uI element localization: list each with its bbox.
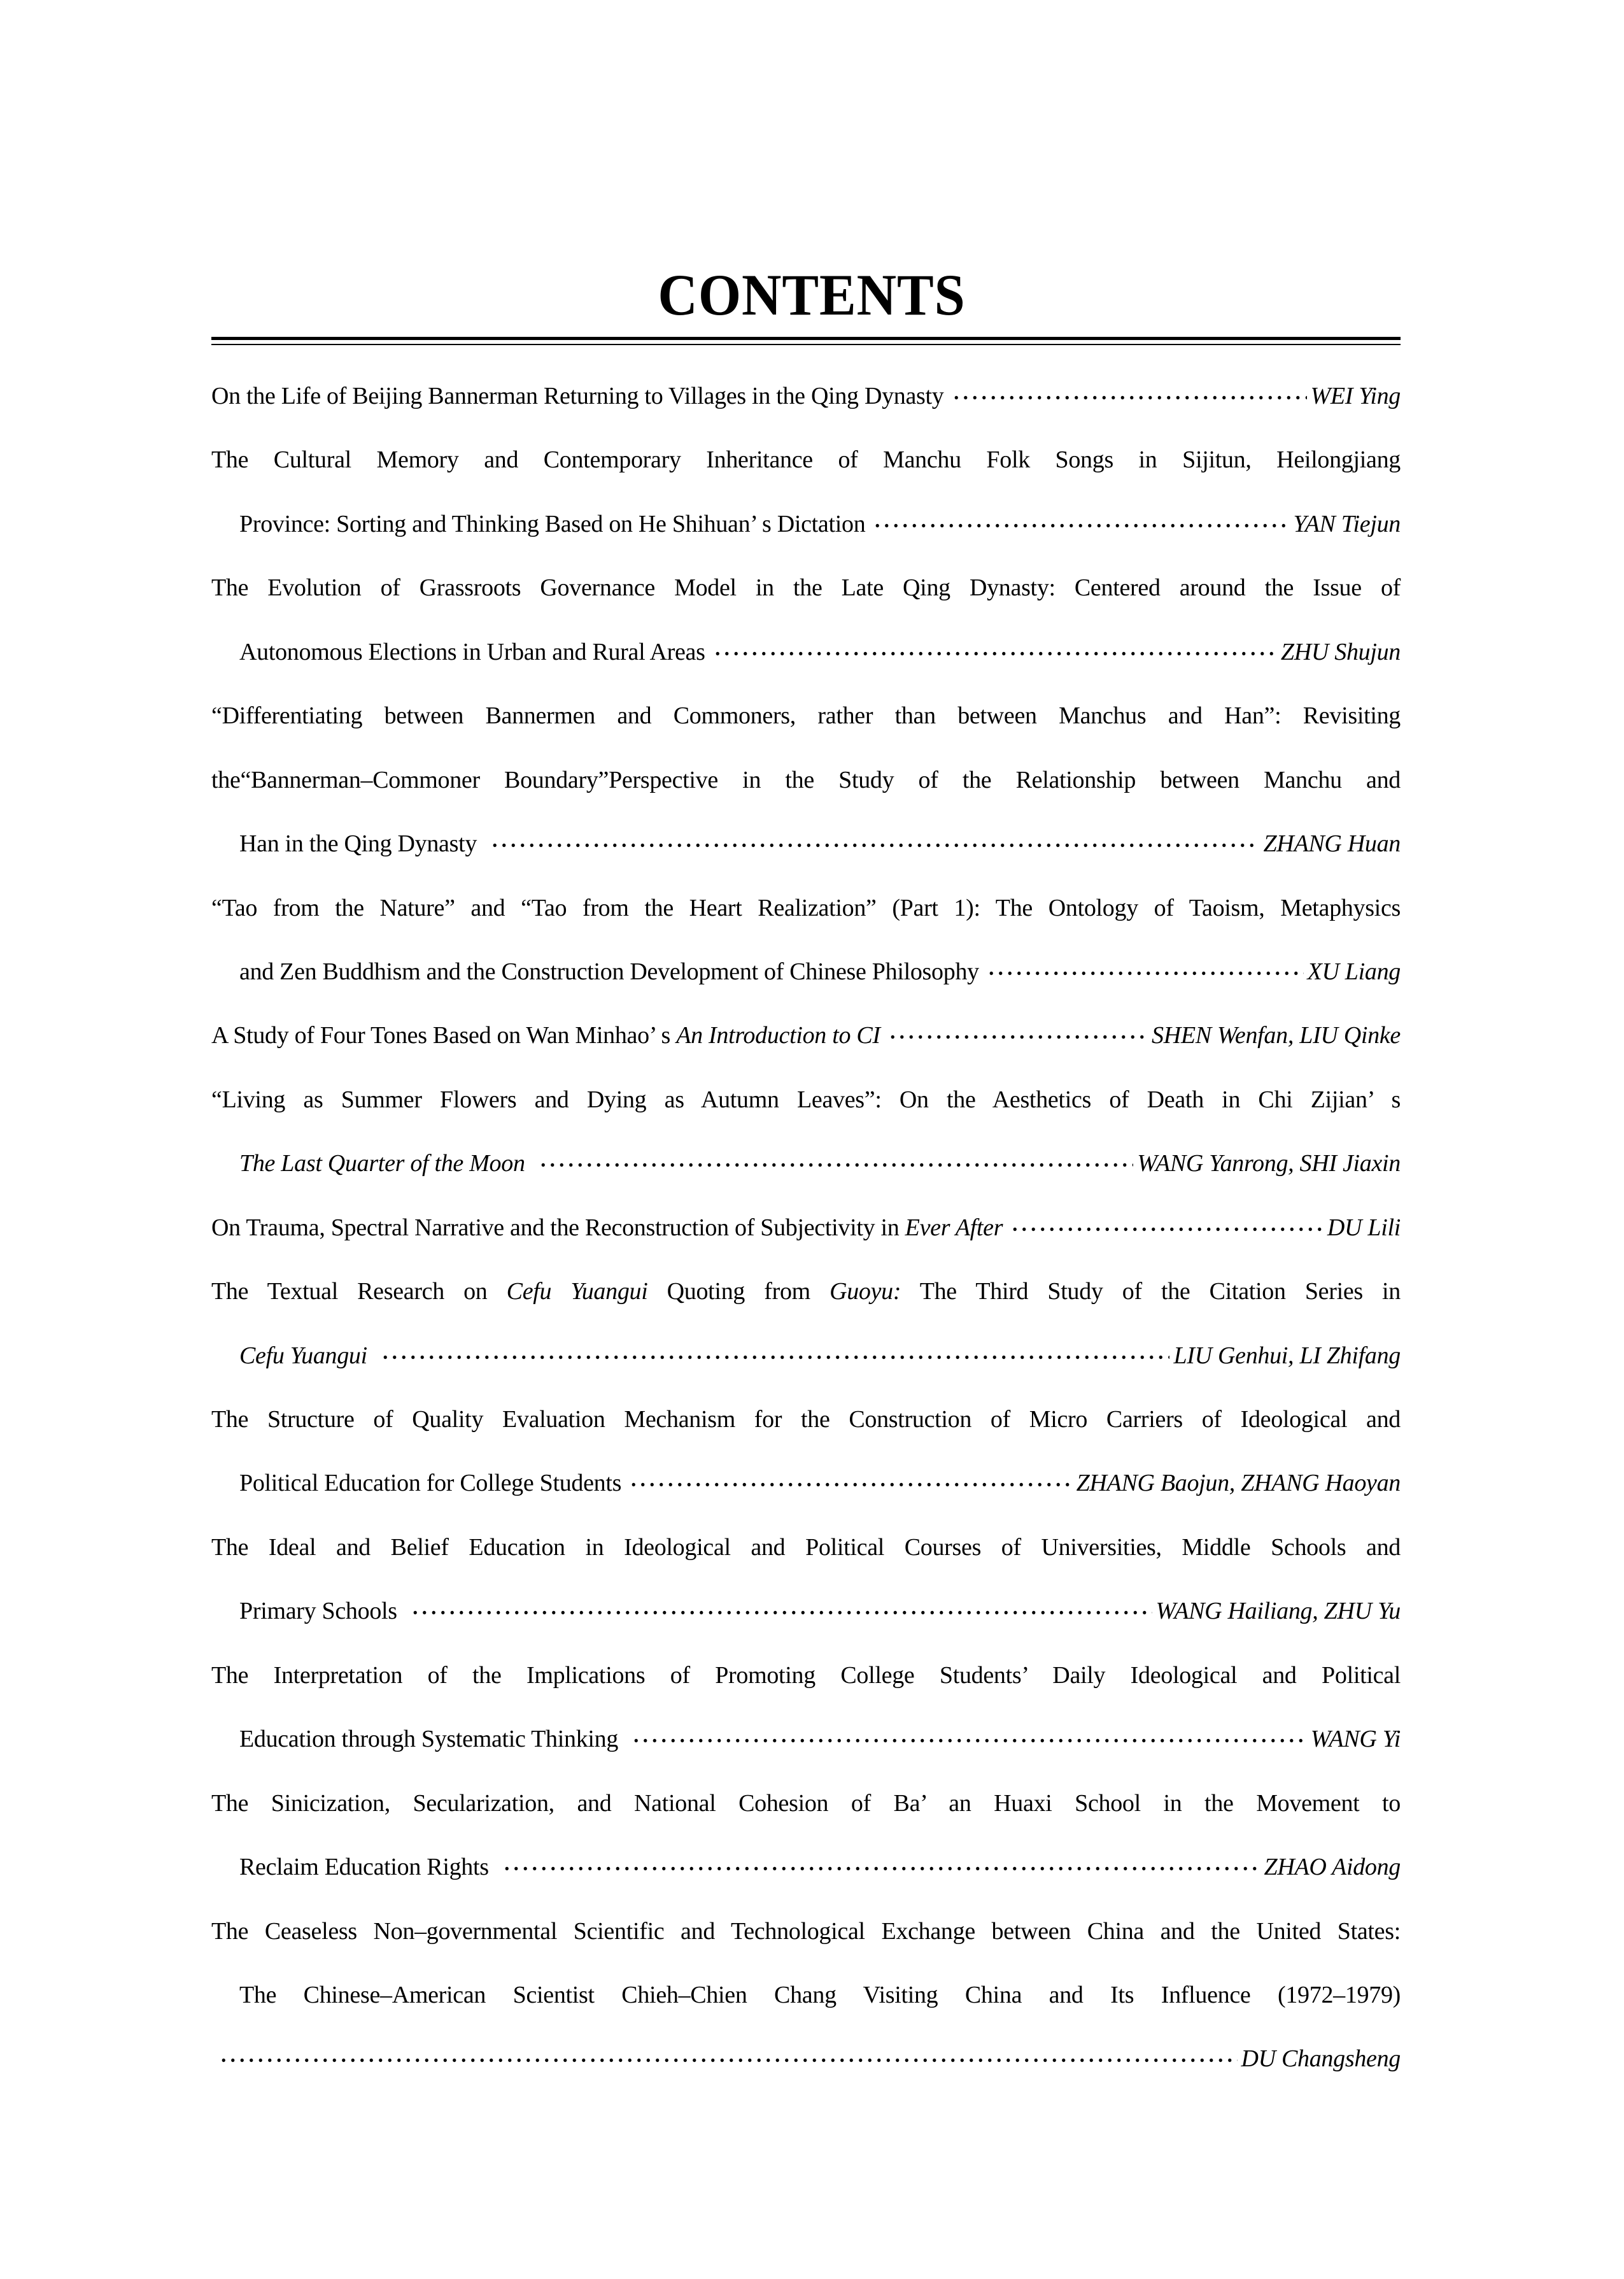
toc-line <box>211 428 1401 492</box>
page-title <box>0 262 1624 327</box>
author-name: WANG Yi <box>1310 1726 1401 1753</box>
work-title-segment: An Introduction to CI <box>676 1022 880 1049</box>
title-text-segment: Autonomous Elections in Urban and Rural Areas <box>239 638 705 665</box>
title-text-segment: On Trauma, Spectral Narrative and the Reconstruction of Subjectivity in <box>211 1214 905 1241</box>
toc-line <box>211 1771 1401 1835</box>
toc-line <box>211 1451 1401 1515</box>
toc-line-text <box>239 940 979 1004</box>
toc-line-text <box>239 1707 624 1771</box>
title-text-segment: The Evolution of Grassroots Governance Model in the Late Qing Dynasty: Centered around the Issue of <box>211 574 1401 602</box>
toc-line <box>211 684 1401 748</box>
author-name: YAN Tiejun <box>1293 510 1401 537</box>
toc-line <box>211 812 1401 876</box>
title-text-segment: the“Bannerman–Commoner Boundary”Perspective in the Study of the Relationship between Manchu and <box>211 766 1401 793</box>
toc-line-text <box>239 1132 531 1195</box>
title-text-segment: The Chinese–American Scientist Chieh–Chien Chang Visiting China and Its Influence (1972–1979) <box>239 1981 1401 2008</box>
toc-line <box>211 620 1401 684</box>
toc-line <box>211 1196 1401 1260</box>
author-name: ZHAO Aidong <box>1264 1854 1401 1881</box>
toc-line-text <box>239 620 705 684</box>
dot-leader <box>713 620 1277 684</box>
author-name: ZHANG Baojun, ZHANG Haoyan <box>1076 1470 1401 1497</box>
work-title-segment: Ever After <box>905 1214 1003 1241</box>
page-title-text: CONTENTS <box>658 262 966 327</box>
author-name: WANG Hailiang, ZHU Yu <box>1155 1598 1401 1625</box>
title-text-segment: Education through Systematic Thinking <box>239 1726 625 1753</box>
toc-line <box>211 1132 1401 1195</box>
dot-leader <box>888 1004 1148 1067</box>
dot-leader <box>502 1835 1260 1899</box>
toc-line <box>211 1388 1401 1451</box>
dot-leader <box>873 492 1289 556</box>
toc-line <box>211 556 1401 620</box>
dot-leader <box>490 812 1259 876</box>
toc-line-text <box>239 1451 621 1515</box>
title-text-segment: “Tao from the Nature” and “Tao from the Heart Realization” (Part 1): The Ontology of Taoism, Metaphysics <box>211 894 1401 921</box>
toc-line <box>211 364 1401 428</box>
dot-leader <box>381 1324 1169 1388</box>
dot-leader <box>629 1451 1072 1515</box>
toc-line-text <box>239 492 865 556</box>
title-text-segment: Quoting from <box>647 1278 830 1305</box>
toc-line <box>211 1579 1401 1643</box>
work-title-segment: Cefu Yuangui <box>239 1342 374 1369</box>
title-text-segment: The Ceaseless Non–governmental Scientific and Technological Exchange between China and the United States: <box>211 1917 1401 1945</box>
title-text-segment: Reclaim Education Rights <box>239 1854 495 1881</box>
toc-line-text <box>211 1196 1003 1260</box>
title-text-segment: “Differentiating between Bannermen and Commoners, rather than between Manchus and Han”: Revisiting <box>211 702 1401 730</box>
toc-line <box>211 2027 1401 2091</box>
author-name: ZHANG Huan <box>1263 830 1401 858</box>
title-text-segment: The Sinicization, Secularization, and National Cohesion of Ba’ an Huaxi School in the Movement to <box>211 1789 1401 1817</box>
title-text-segment: The Textual Research on <box>211 1278 507 1305</box>
toc-line <box>211 748 1401 812</box>
toc-list <box>211 364 1401 2091</box>
toc-line <box>211 876 1401 940</box>
title-divider-thick <box>211 337 1401 340</box>
title-text-segment: The Structure of Quality Evaluation Mechanism for the Construction of Micro Carriers of Ideological and <box>211 1406 1401 1433</box>
toc-line <box>211 1835 1401 1899</box>
work-title-segment: Cefu Yuangui <box>506 1278 648 1305</box>
title-text-segment: and Zen Buddhism and the Construction Development of Chinese Philosophy <box>239 958 979 985</box>
work-title-segment: Guoyu: <box>830 1278 901 1305</box>
dot-leader <box>219 2027 1238 2091</box>
toc-line <box>211 1068 1401 1132</box>
toc-line <box>211 1260 1401 1323</box>
author-name: SHEN Wenfan, LIU Qinke <box>1152 1022 1401 1049</box>
title-text-segment: On the Life of Beijing Bannerman Returning to Villages in the Qing Dynasty <box>211 383 944 409</box>
author-name: DU Lili <box>1327 1214 1401 1241</box>
toc-line <box>211 1004 1401 1067</box>
author-name: DU Changsheng <box>1241 2045 1401 2073</box>
dot-leader <box>1010 1196 1324 1260</box>
title-text-segment: Political Education for College Students <box>239 1470 622 1497</box>
title-text-segment: The Cultural Memory and Contemporary Inheritance of Manchu Folk Songs in Sijitun, Heilongjiang <box>211 446 1401 474</box>
toc-line <box>211 1707 1401 1771</box>
title-text-segment: The Third Study of the Citation Series in <box>901 1278 1401 1305</box>
work-title-segment: The Last Quarter of the Moon <box>239 1150 531 1177</box>
toc-line <box>211 1963 1401 2027</box>
author-name: LIU Genhui, LI Zhifang <box>1173 1342 1401 1369</box>
toc-line-text <box>239 1324 373 1388</box>
dot-leader <box>411 1579 1152 1643</box>
toc-line <box>211 1899 1401 1963</box>
title-text-segment: Primary Schools <box>239 1598 403 1625</box>
title-text-segment: “Living as Summer Flowers and Dying as Autumn Leaves”: On the Aesthetics of Death in Chi Zijian’ s <box>211 1086 1401 1113</box>
title-text-segment: Province: Sorting and Thinking Based on He Shihuan’ s Dictation <box>239 510 866 537</box>
toc-line <box>211 1516 1401 1579</box>
toc-line <box>211 940 1401 1004</box>
author-name: WANG Yanrong, SHI Jiaxin <box>1137 1150 1401 1177</box>
toc-line <box>211 1644 1401 1707</box>
toc-line-text <box>239 1835 495 1899</box>
toc-line-text <box>239 812 483 876</box>
toc-line <box>211 492 1401 556</box>
dot-leader <box>952 364 1307 428</box>
title-text-segment: Han in the Qing Dynasty <box>239 830 483 858</box>
author-name: WEI Ying <box>1310 383 1401 409</box>
title-text-segment: A Study of Four Tones Based on Wan Minhao’ s <box>211 1022 677 1049</box>
dot-leader <box>539 1132 1133 1195</box>
toc-line <box>211 1324 1401 1388</box>
toc-line-text <box>239 1579 403 1643</box>
dot-leader <box>987 940 1304 1004</box>
title-divider-thin <box>211 344 1401 345</box>
dot-leader <box>632 1707 1306 1771</box>
title-text-segment: The Ideal and Belief Education in Ideological and Political Courses of Universities, Middle Schools and <box>211 1533 1401 1561</box>
toc-line-text <box>211 1004 880 1067</box>
toc-line-text <box>211 364 944 428</box>
title-text-segment: The Interpretation of the Implications of Promoting College Students’ Daily Ideological and Political <box>211 1661 1401 1689</box>
author-name: ZHU Shujun <box>1280 638 1401 665</box>
author-name: XU Liang <box>1307 958 1401 985</box>
